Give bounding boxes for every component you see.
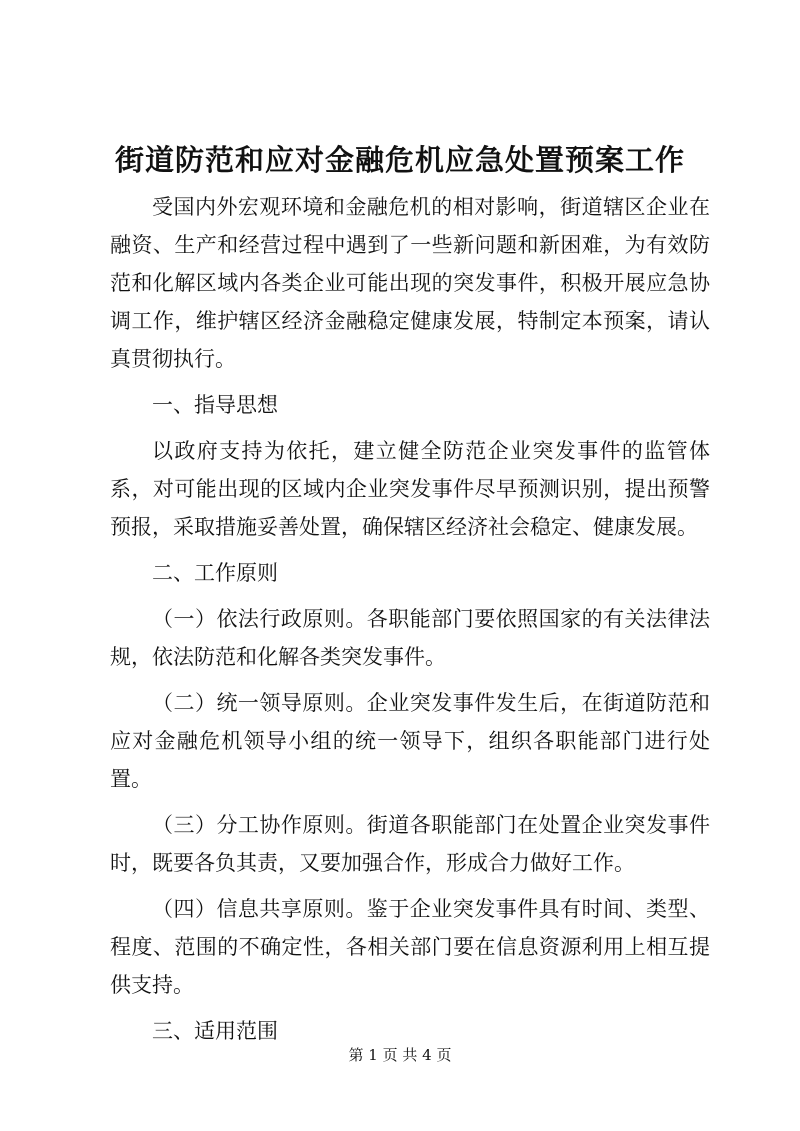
paragraph-principle-2: （二）统一领导原则。企业突发事件发生后，在街道防范和应对金融危机领导小组的统一领导下，组织各职能部门进行处置。 [110, 691, 710, 791]
section-heading-guiding-thought: 一、指导思想 [152, 393, 278, 417]
paragraph-principle-1: （一）依法行政原则。各职能部门要依照国家的有关法律法规，依法防范和化解各类突发事件。 [110, 607, 710, 669]
page-number: 第 1 页 共 4 页 [348, 1046, 452, 1064]
section-heading-work-principles: 二、工作原则 [152, 561, 278, 585]
document-body [110, 188, 710, 1058]
document-title: 街道防范和应对金融危机应急处置预案工作 [114, 143, 685, 177]
section-heading-scope: 三、适用范围 [152, 1019, 278, 1043]
paragraph-principle-4: （四）信息共享原则。鉴于企业突发事件具有时间、类型、程度、范围的不确定性，各相关部门要在信息资源利用上相互提供支持。 [110, 897, 710, 997]
paragraph-guiding-thought: 以政府支持为依托，建立健全防范企业突发事件的监管体系，对可能出现的区域内企业突发事件尽早预测识别，提出预警预报，采取措施妥善处置，确保辖区经济社会稳定、健康发展。 [110, 439, 710, 539]
paragraph-principle-3: （三）分工协作原则。街道各职能部门在处置企业突发事件时，既要各负其责，又要加强合作，形成合力做好工作。 [110, 813, 710, 875]
paragraph-intro: 受国内外宏观环境和金融危机的相对影响，街道辖区企业在融资、生产和经营过程中遇到了一些新问题和新困难，为有效防范和化解区域内各类企业可能出现的突发事件，积极开展应急协调工作，维护辖区经济金融稳定健康发展，特制定本预案，请认真贯彻执行。 [110, 195, 710, 371]
